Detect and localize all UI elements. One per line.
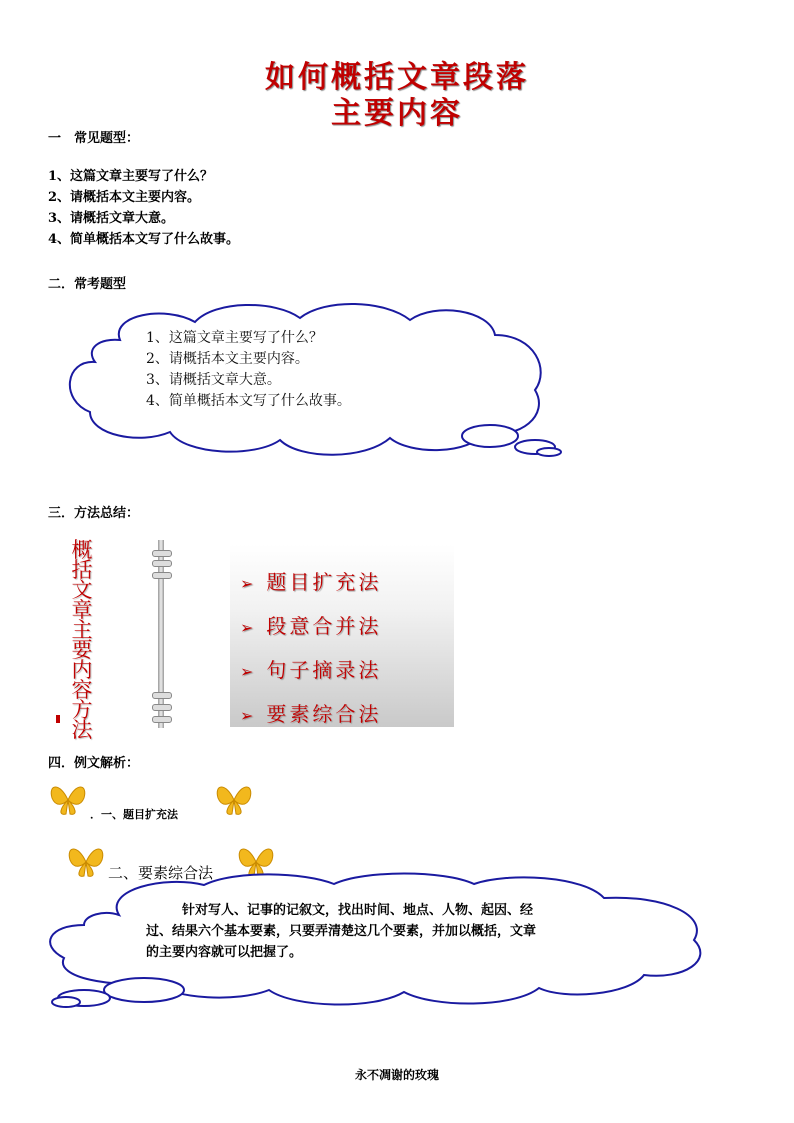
list-item: 4、简单概括本文写了什么故事。: [146, 393, 351, 409]
footer-text: 永不凋谢的玫瑰: [354, 1068, 439, 1082]
section3-heading: 三．方法总结：: [48, 506, 140, 521]
cloud-list: [146, 328, 351, 412]
methods-panel: [230, 544, 454, 727]
vertical-label: 概 括 文 章 主 要 内 容 方 法: [71, 538, 93, 742]
method-item: ➢ 段意合并法: [240, 614, 382, 638]
list-item: 4、简单概括本文写了什么故事。: [48, 232, 240, 247]
subsection-1-label: ．一、题目扩充法: [90, 808, 178, 821]
butterfly-icon: [48, 778, 88, 818]
section1-heading: 一 常见题型：: [48, 131, 140, 146]
list-item: 1、这篇文章主要写了什么？: [146, 330, 323, 346]
section1-list: [48, 166, 239, 250]
section2-heading: 二．常考题型: [48, 277, 127, 292]
binder-rail: [152, 540, 170, 728]
method-item: ➢ 题目扩充法: [240, 570, 382, 594]
method-item: ➢ 句子摘录法: [240, 658, 382, 682]
marker-dot: [56, 715, 60, 723]
page-title-line1: 如何概括文章段落: [265, 60, 529, 95]
section4-heading: 四．例文解析：: [48, 756, 140, 771]
list-item: 2、请概括本文主要内容。: [48, 190, 201, 205]
page-title-line2: 主要内容: [331, 96, 463, 131]
method-item: ➢ 要素综合法: [240, 702, 382, 726]
cloud-paragraph: 针对写人、记事的记叙文，找出时间、地点、人物、起因、经 过、结果六个基本要素，只要弄清楚这几个要素，并加以概括，文章 的主要内容就可以把握了。: [146, 903, 537, 960]
list-item: 3、请概括文章大意。: [48, 211, 175, 226]
subsection-2-label: 二、要素综合法: [108, 864, 214, 882]
butterfly-icon: [214, 778, 254, 818]
list-item: 2、请概括本文主要内容。: [146, 351, 309, 367]
list-item: 3、请概括文章大意。: [146, 372, 281, 388]
list-item: 1、这篇文章主要写了什么？: [48, 169, 214, 184]
